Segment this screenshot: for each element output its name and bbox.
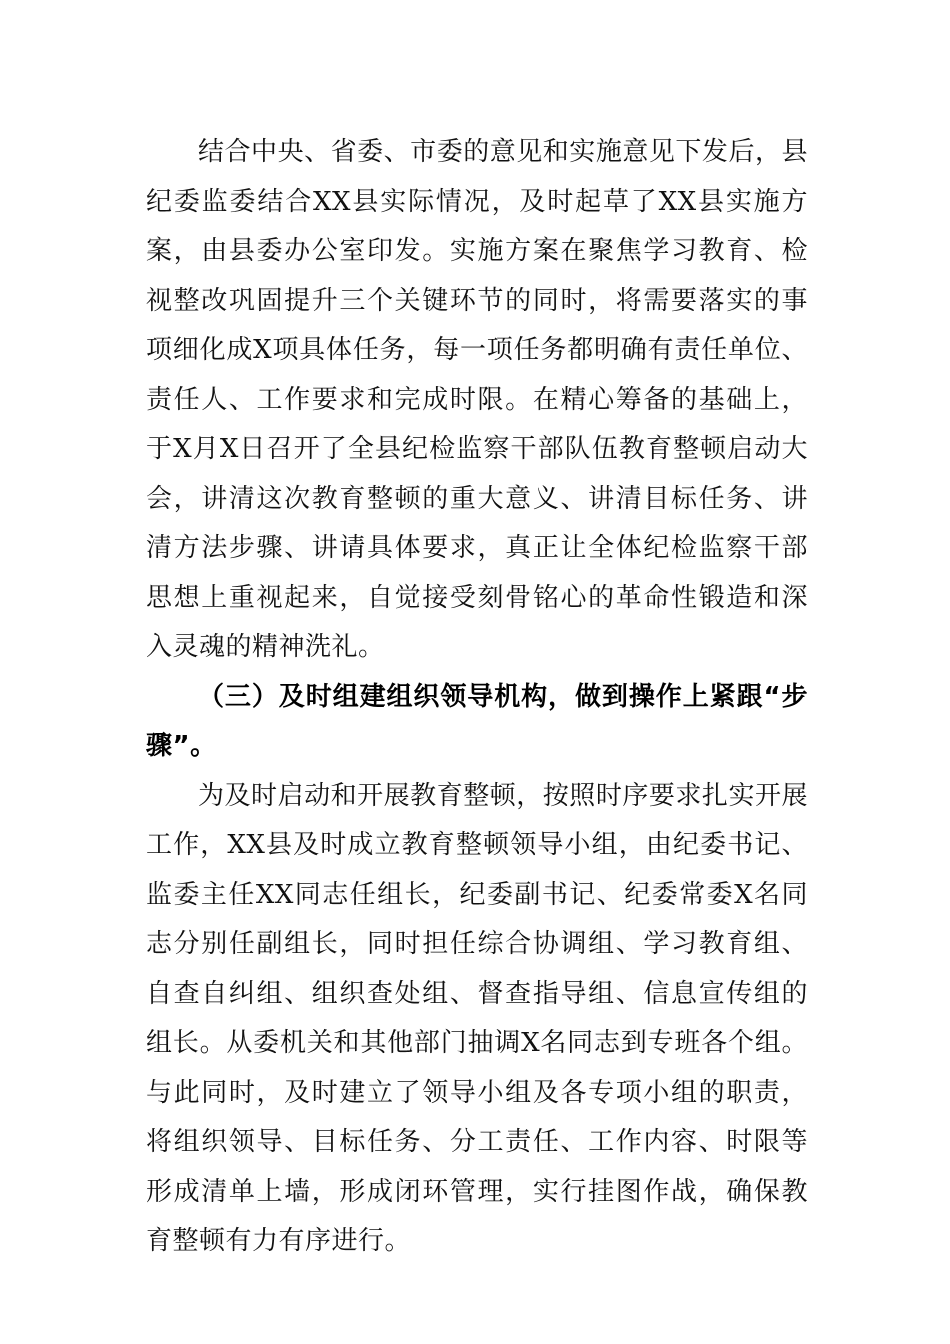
section-heading-three: （三）及时组建组织领导机构，做到操作上紧跟“步骤”。 [146, 681, 808, 761]
paragraph-implementation-plan: 结合中央、省委、市委的意见和实施意见下发后，县纪委监委结合XX县实际情况，及时起草了XX县实施方案，由县委办公室印发。实施方案在聚焦学习教育、检视整改巩固提升三个关键环节的同时，将需要落实的事项细化成X项具体任务，每一项任务都明确有责任单位、责任人、工作要求和完成时限。在精心筹备的基础上，于X月X日召开了全县纪检监察干部队伍教育整顿启动大会，讲清这次教育整顿的重大意义、讲清目标任务、讲清方法步骤、讲请具体要求，真正让全体纪检监察干部思想上重视起来，自觉接受刻骨铭心的革命性锻造和深入灵魂的精神洗礼。 [146, 137, 808, 662]
paragraph-leadership-group: 为及时启动和开展教育整顿，按照时序要求扎实开展工作，XX县及时成立教育整顿领导小组，由纪委书记、监委主任XX同志任组长，纪委副书记、纪委常委X名同志分别任副组长，同时担任综合协调组、学习教育组、自查自纠组、组织查处组、督查指导组、信息宣传组的组长。从委机关和其他部门抽调X名同志到专班各个组。与此同时，及时建立了领导小组及各专项小组的职责，将组织领导、目标任务、分工责任、工作内容、时限等形成清单上墙，形成闭环管理，实行挂图作战，确保教育整顿有力有序进行。 [146, 780, 808, 1256]
document-body [146, 128, 808, 1267]
